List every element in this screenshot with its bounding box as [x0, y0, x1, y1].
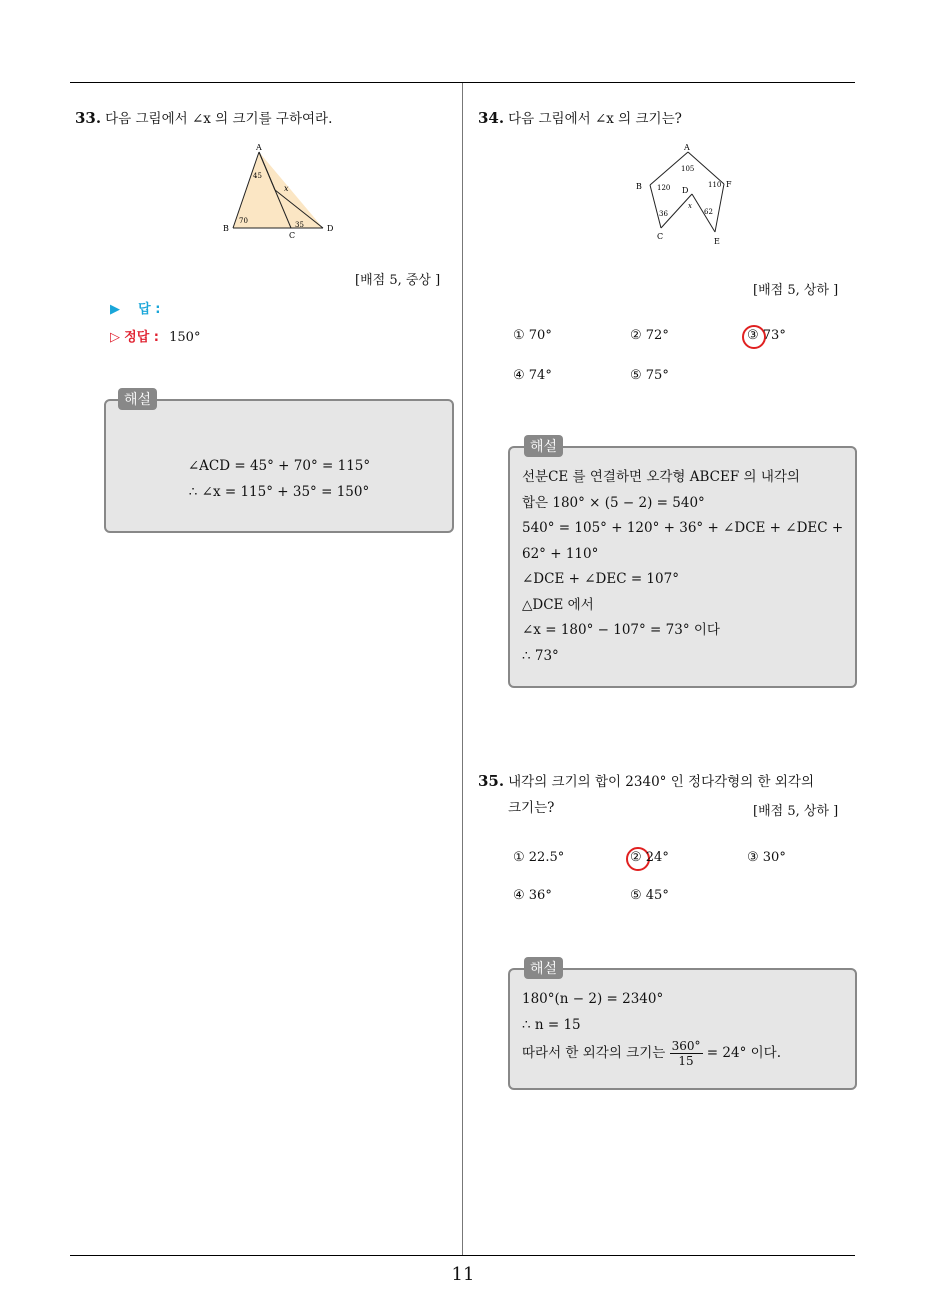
pentagon-figure-34: [630, 140, 740, 250]
figure34-label-d: D: [682, 186, 689, 195]
explanation-prefix: 따라서 한 외각의 크기는: [522, 1045, 666, 1061]
figure34-label-e: E: [714, 237, 720, 246]
correct-label: 정답 :: [124, 330, 159, 345]
correct-arrow-icon: ▷: [110, 330, 120, 345]
explanation-line: ∴ n = 15: [522, 1016, 581, 1033]
explanation-line: ∠DCE + ∠DEC = 107°: [522, 571, 679, 587]
choice-34-4[interactable]: ④ 74°: [513, 368, 552, 383]
figure34-angle-36: 36: [659, 210, 668, 218]
explanation-line: ∠ACD = 45° + 70° = 115°: [187, 458, 371, 474]
question-35-text-line1: 내각의 크기의 합이 2340° 인 정다각형의 한 외각의: [508, 774, 814, 790]
column-divider: [462, 83, 463, 1255]
question-34-points: [배점 5, 상하 ]: [753, 283, 839, 298]
explanation-line: ∠x = 180° − 107° = 73° 이다: [522, 622, 720, 638]
page-number: 11: [451, 1264, 475, 1285]
fraction: [670, 1039, 703, 1068]
explanation-line: 62° + 110°: [522, 545, 599, 562]
explanation-tag-35: 해설: [524, 957, 563, 979]
figure33-angle-35: 35: [295, 221, 304, 229]
explanation-suffix: = 24° 이다.: [706, 1045, 781, 1061]
question-33-number: 33.: [75, 109, 102, 127]
explanation-line: 540° = 105° + 120° + 36° + ∠DCE + ∠DEC +: [522, 520, 844, 536]
figure33-label-a: A: [256, 143, 262, 152]
figure33-label-c: C: [289, 231, 296, 240]
explanation-line: ∴ ∠x = 115° + 35° = 150°: [188, 483, 370, 500]
figure34-label-a: A: [684, 143, 690, 152]
question-35-points: [배점 5, 상하 ]: [753, 804, 839, 819]
correct-value: 150°: [169, 330, 201, 345]
explanation-line: 선분CE 를 연결하면 오각형 ABCEF 의 내각의: [522, 469, 800, 485]
question-35-text-line2: 크기는?: [508, 800, 555, 816]
figure34-angle-62: 62: [704, 208, 713, 216]
choice-34-2[interactable]: ② 72°: [630, 328, 669, 343]
figure33-label-d: D: [327, 224, 334, 233]
explanation-tag-34: 해설: [524, 435, 563, 457]
question-34-text: 다음 그림에서 ∠x 의 크기는?: [508, 111, 682, 127]
choice-35-2[interactable]: ② 24°: [630, 850, 669, 865]
figure33-label-b: B: [223, 224, 229, 233]
figure33-label-x: x: [284, 184, 289, 193]
question-35-number: 35.: [478, 772, 505, 790]
explanation-text-33: [104, 454, 454, 505]
figure34-label-x: x: [688, 202, 692, 210]
explanation-line: △DCE 에서: [522, 596, 594, 613]
explanation-tag-33: 해설: [118, 388, 157, 410]
question-34-title: [478, 105, 682, 132]
question-33-text: 다음 그림에서 ∠x 의 크기를 구하여라.: [105, 111, 333, 127]
explanation-text-35: [522, 987, 852, 1068]
triangle-figure-33: [215, 140, 345, 240]
explanation-line: 합은 180° × (5 − 2) = 540°: [522, 494, 705, 511]
correct-answer-33: [110, 326, 200, 345]
figure33-angle-45: 45: [253, 172, 262, 180]
question-33-title: [75, 105, 332, 132]
figure34-label-f: F: [726, 180, 732, 189]
choice-34-3[interactable]: ③ 73°: [747, 328, 786, 343]
figure34-angle-105: 105: [681, 165, 695, 173]
explanation-line: 180°(n − 2) = 2340°: [522, 991, 664, 1007]
choice-34-1[interactable]: ① 70°: [513, 328, 552, 343]
answer-33: [110, 298, 160, 317]
explanation-text-34: [522, 465, 852, 669]
choice-34-5[interactable]: ⑤ 75°: [630, 368, 669, 383]
bottom-rule: [70, 1255, 855, 1256]
figure34-label-c: C: [657, 232, 664, 241]
question-33-points: [배점 5, 중상 ]: [355, 273, 441, 288]
figure34-label-b: B: [636, 182, 642, 191]
choice-35-4[interactable]: ④ 36°: [513, 888, 552, 903]
explanation-line: ∴ 73°: [522, 647, 559, 664]
figure34-angle-120: 120: [657, 184, 671, 192]
choice-35-3[interactable]: ③ 30°: [747, 850, 786, 865]
choice-35-5[interactable]: ⑤ 45°: [630, 888, 669, 903]
fraction-numerator: 360°: [671, 1039, 701, 1053]
figure34-angle-110: 110: [708, 181, 722, 189]
question-34-number: 34.: [478, 109, 505, 127]
figure33-angle-70: 70: [239, 217, 248, 225]
answer-arrow-icon: ▶: [110, 302, 120, 317]
fraction-denominator: 15: [678, 1054, 694, 1068]
choice-35-1[interactable]: ① 22.5°: [513, 850, 565, 865]
answer-label: 답 :: [138, 302, 161, 317]
explanation-fraction-line: [522, 1038, 852, 1068]
